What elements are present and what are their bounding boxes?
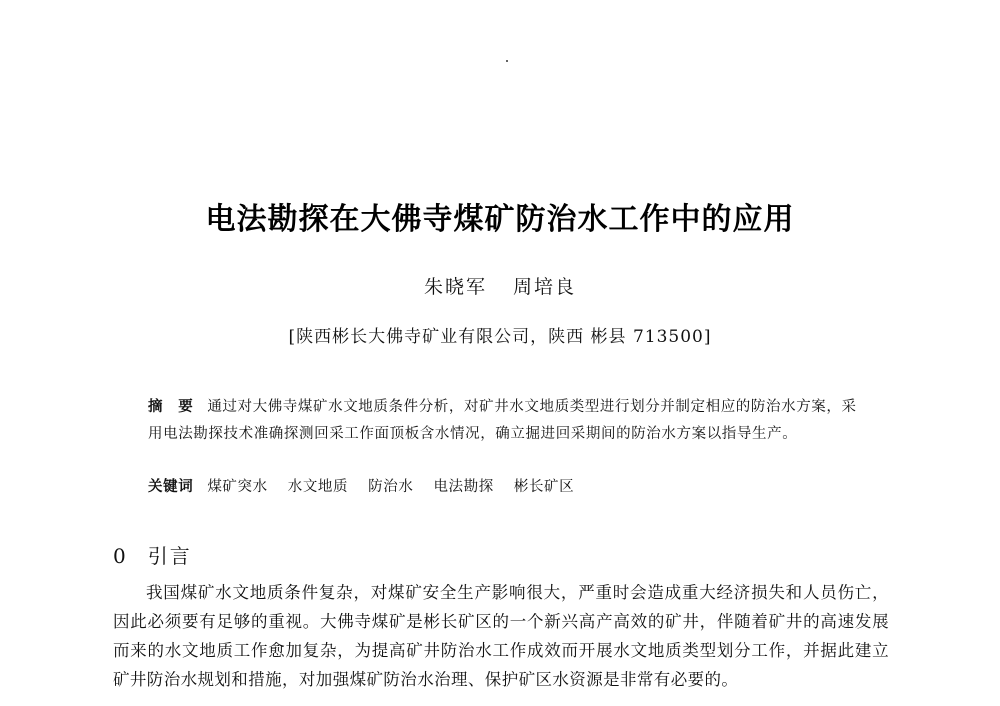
keyword: 彬长矿区 [513,479,575,495]
keyword: 电法勘探 [433,479,494,495]
keyword: 煤矿突水 [207,479,268,495]
keyword: 防治水 [368,479,414,495]
scan-speck [506,60,508,62]
keywords-label: 关键词 [148,479,194,495]
keywords-block [148,475,860,496]
keyword: 水文地质 [287,479,349,495]
abstract-text: 通过对大佛寺煤矿水文地质条件分析，对矿井水文地质类型进行划分并制定相应的防治水方案，采用电法勘探技术准确探测回采工作面顶板含水情况，确立掘进回采期间的防治水方案以指导生产。 [148,399,857,442]
affiliation: [陕西彬长大佛寺矿业有限公司，陕西 彬县 713500] [288,327,712,347]
author-name: 朱晓军 [423,276,487,298]
abstract-label: 摘 要 [148,399,194,415]
section-number: 0 [113,544,128,568]
body-paragraph: 我国煤矿水文地质条件复杂，对煤矿安全生产影响很大，严重时会造成重大经济损失和人员伤亡，因此必须要有足够的重视。大佛寺煤矿是彬长矿区的一个新兴高产高效的矿井，伴随着矿井的高速发展而来的水文地质工作愈加复杂，为提高矿井防治水工作成效而开展水文地质类型划分工作，并据此建立矿井防治水规划和措施，对加强煤矿防治水治理、保护矿区水资源是非常有必要的。 [113,583,889,689]
section-title: 引言 [147,544,192,568]
section-heading [113,540,192,569]
author-name: 周培良 [513,276,577,298]
author-line [0,272,1000,299]
abstract-block [148,394,860,448]
paper-title: 电法勘探在大佛寺煤矿防治水工作中的应用 [205,202,795,237]
